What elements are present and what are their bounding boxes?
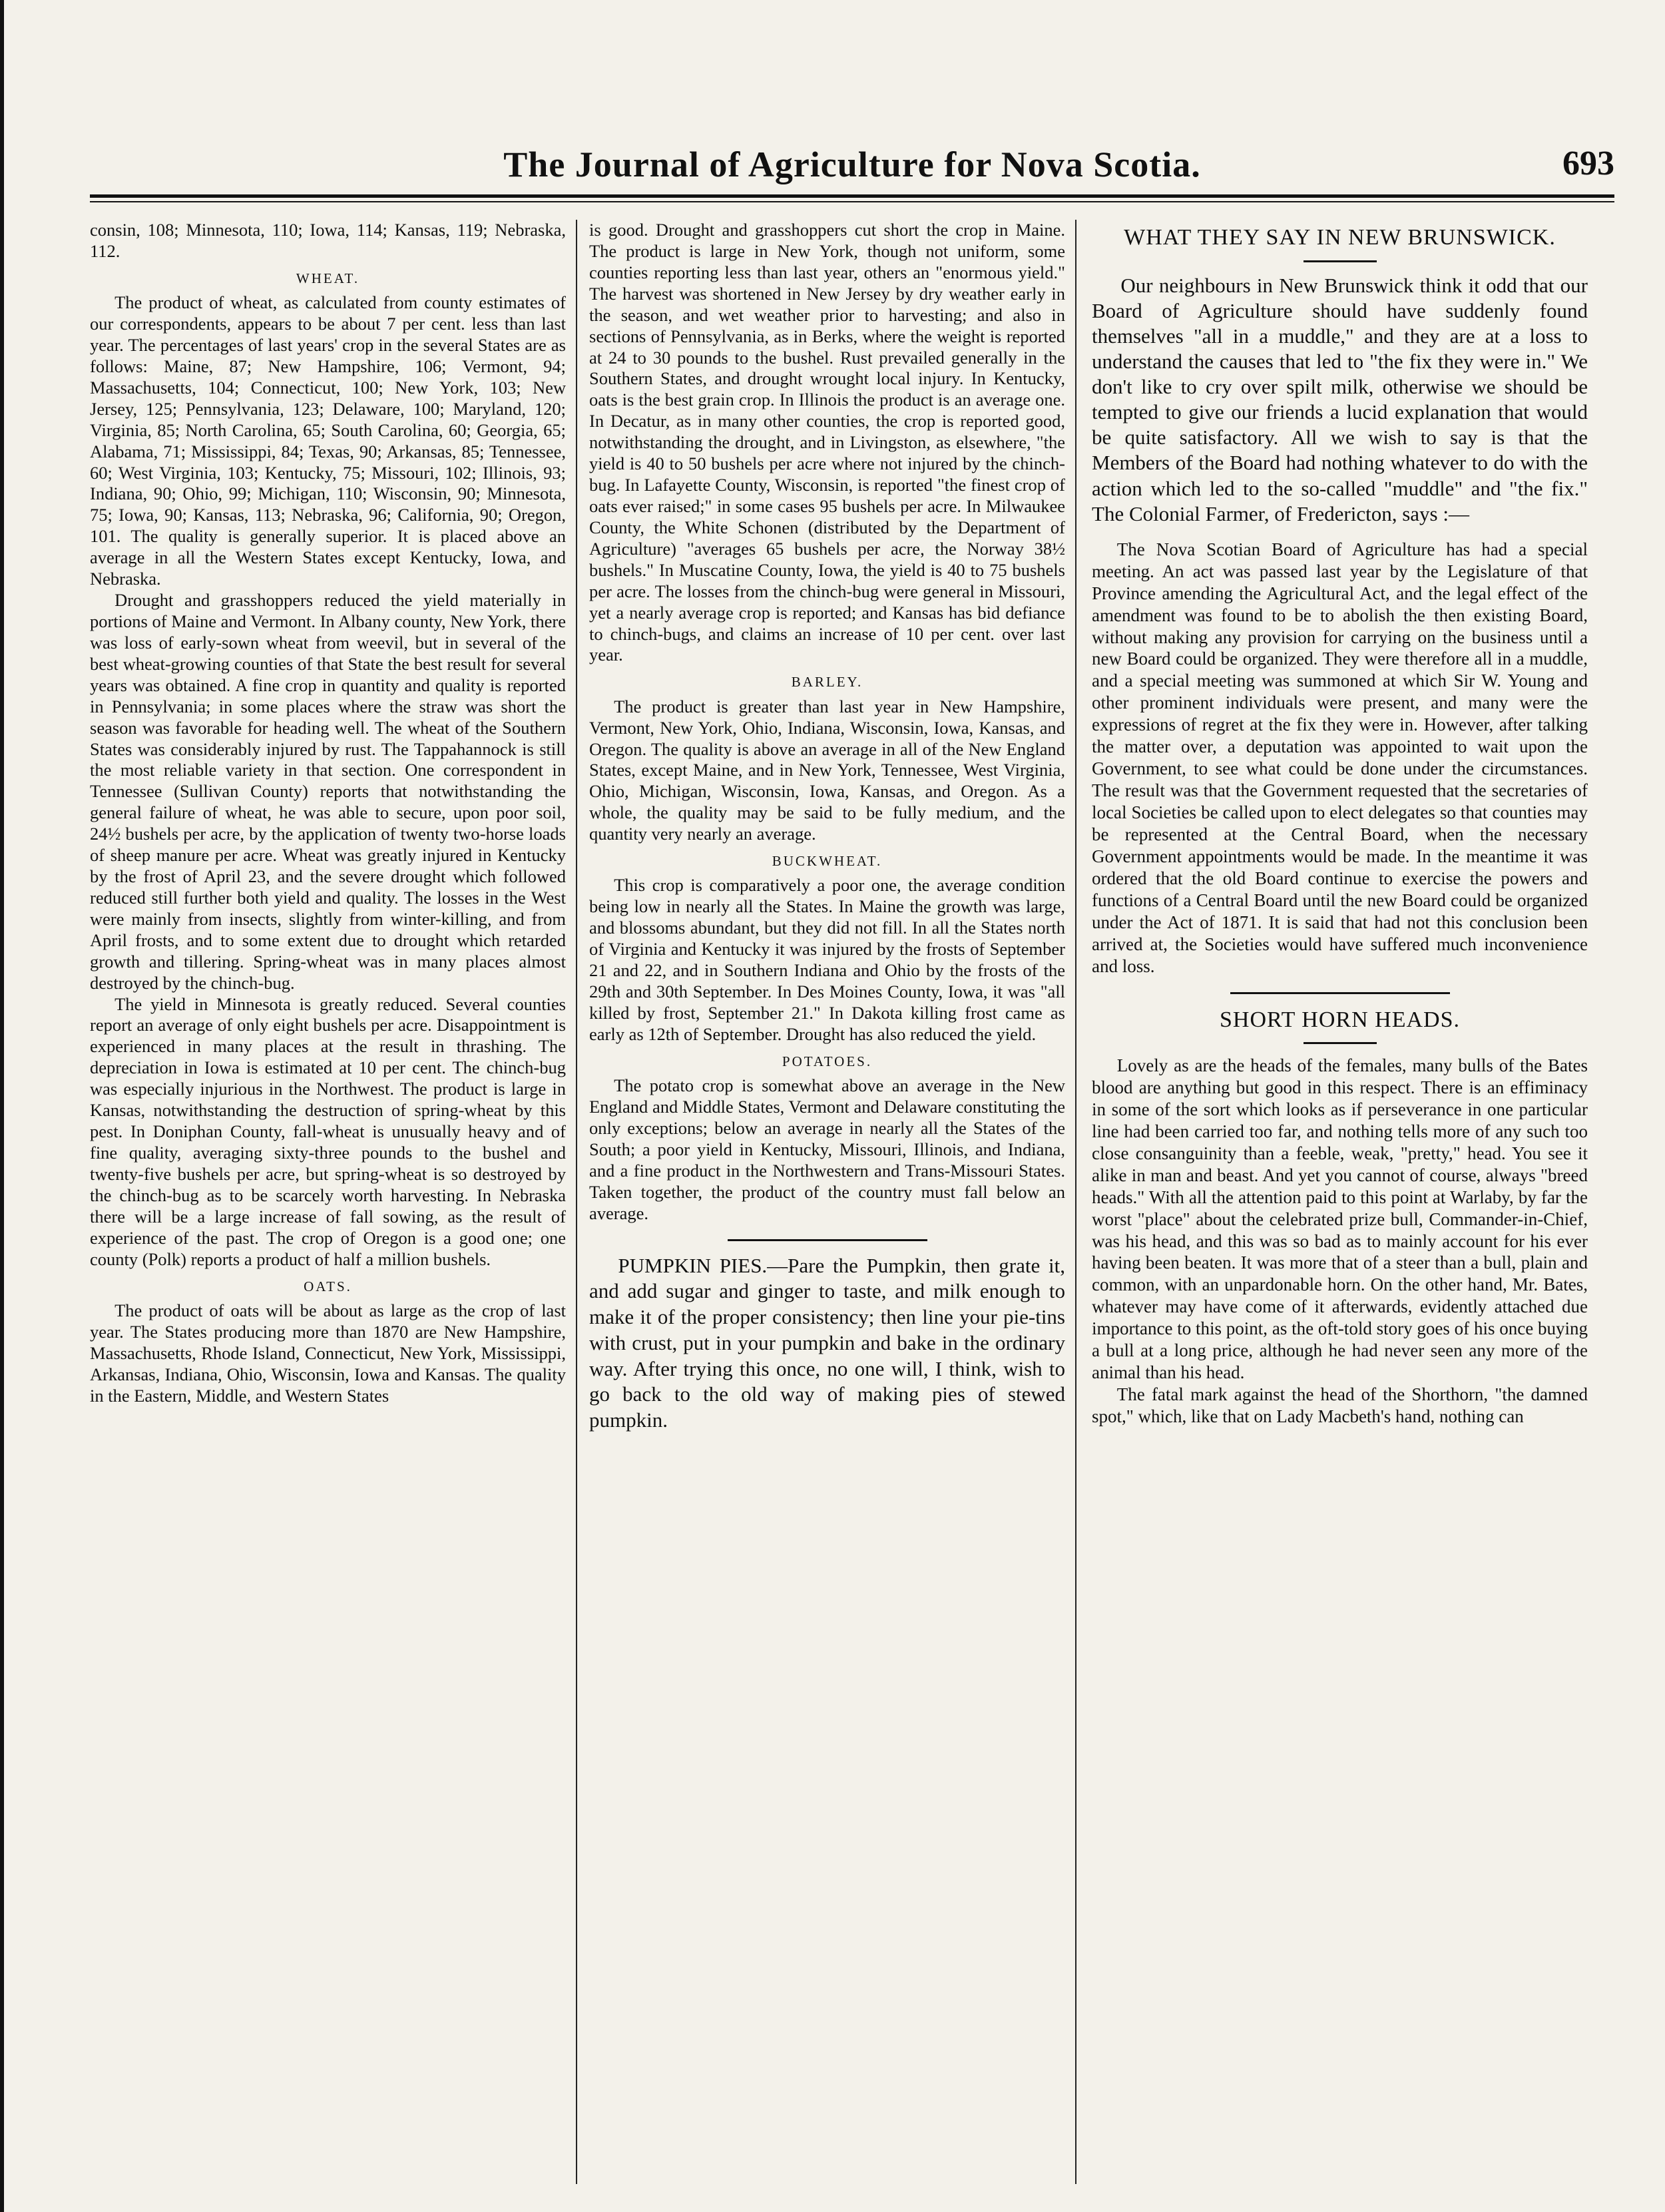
section-heading-wheat: WHEAT. [296,270,360,286]
paragraph: The potato crop is somewhat above an average in the New England and Middle States, Vermont and Delaware constituting the only exceptions; below an average in nearly all the States of the South; a poor yield in Kentucky, Missouri, Illinois, and Indiana, and a fine product in the Northwestern and Trans-Missouri States. Taken together, the product of the country must fall below an average. [589,1075,1065,1223]
quoted-paragraph: The Nova Scotian Board of Agriculture has had a special meeting. An act was passed last year by the Legislature of that Province amending the Agricultural Act, and the legal effect of the amendment was found to be to abolish the then existing Board, without making any provision for carrying on the business until a new Board could be organized. They were therefore all in a muddle, and a special meeting was summoned at which Sir W. Young and other prominent individuals were present, and many were the expressions of regret at the fix they were in. However, after talking the matter over, a deputation was appointed to wait upon the Government, to see what could be done under the circumstances. The result was that the Government requested that the secretaries of local Societies be called upon to elect delegates so that counties may be represented at the Central Board, when the necessary Government appointments would be made. In the meantime it was ordered that the old Board continue to exercise the powers and functions of a Central Board until the new Board could be organized under the Act of 1871. It is said that had not this conclusion been arrived at, the Societies would have suffered much inconvenience and loss. [1092,539,1588,976]
section-heading-barley: BARLEY. [791,674,863,691]
section-heading-oats: OATS. [304,1278,352,1294]
pumpkin-pies-paragraph: PUMPKIN PIES.—Pare the Pumpkin, then grate it, and add sugar and ginger to taste, and milk enough to make it of the proper consistency; then line your pie-tins with crust, put in your pumpkin and bake in the ordinary way. After trying this once, no one will, I think, wish to go back to the old way of making pies of stewed pumpkin. [589,1253,1065,1432]
paragraph: The product of wheat, as calculated from county estimates of our correspondents, appears to be about 7 per cent. less than last year. The percentages of last years' crop in the several States are as follows: Maine, 87; New Hampshire, 106; Vermont, 94; Massachusetts, 104; Connecticut, 100; New York, 103; New Jersey, 125; Pennsylvania, 123; Delaware, 100; Maryland, 120; Virginia, 85; North Carolina, 65; South Carolina, 60; Georgia, 65; Alabama, 71; Mississippi, 84; Texas, 90; Arkansas, 85; Tennessee, 60; West Virginia, 103; Kentucky, 75; Missouri, 102; Illinois, 93; Indiana, 90; Ohio, 99; Michigan, 110; Wisconsin, 90; Minnesota, 75; Iowa, 90; Kansas, 113; Nebraska, 96; California, 90; Oregon, 101. The quality is generally superior. It is placed above an average in all the Western States except Kentucky, Iowa, and Nebraska. [90,292,566,589]
column-3 [1092,220,1588,2191]
article-headline-short-horn-heads: SHORT HORN HEADS. [1220,1007,1460,1032]
headline-rule [1304,1042,1377,1044]
paragraph: The product of oats will be about as large as the crop of last year. The States producing more than 1870 are New Hampshire, Massachusetts, Rhode Island, Connecticut, New York, Mississippi, Arkansas, Indiana, Ohio, Wisconsin, Iowa and Kansas. The quality in the Eastern, Middle, and Western States [90,1300,566,1406]
paragraph: Lovely as are the heads of the females, many bulls of the Bates blood are anything but good in this respect. There is an effiminacy in some of the sort which looks as if perseverance in one particular line had been carried too far, and nothing tells more of any such too close consanguinity than a feeble, weak, "pretty," head. You see it alike in man and beast. And yet you cannot of course, always "breed heads." With all the attention paid to this point at Warlaby, by far the worst "place" about the celebrated prize bull, Commander-in-Chief, was his head, and this was so bad as to mainly account for his ever having been beaten. It was more that of a steer than a bull, plain and common, with an unpardonable horn. On the other hand, Mr. Bates, whatever may have come of it afterwards, evidently attached due importance to this point, as the oft-told story goes of his once buying a bull at a long price, although he had never seen any more of the animal than his head. [1092,1055,1588,1383]
section-separator [1230,992,1450,994]
section-heading-potatoes: POTATOES. [782,1053,873,1069]
paragraph: This crop is comparatively a poor one, the average condition being low in nearly all the States. In Maine the growth was large, and blossoms abundant, but they did not fill. In all the States north of Virginia and Kentucky it was injured by the frosts of September 21 and 22, and in Southern Indiana and Ohio by the frosts of the 29th and 30th September. In Des Moines County, Iowa, it was "all killed by frost, September 21." In Dakota killing frost came as early as 12th of September. Drought has also reduced the yield. [589,875,1065,1044]
column-1 [90,220,566,2191]
page-header [90,119,1614,192]
paragraph: Our neighbours in New Brunswick think it odd that our Board of Agriculture should have suddenly found themselves "all in a muddle," and they are at a loss to understand the causes that led to "the fix they were in." We don't like to cry over spilt milk, otherwise we should be tempted to give our friends a lucid explanation that would be quite satisfactory. All we wish to say is that the Members of the Board had nothing whatever to do with the action which led to the so-called "muddle" and "the fix." The Colonial Farmer, of Fredericton, says :— [1092,273,1588,525]
paragraph: is good. Drought and grasshoppers cut short the crop in Maine. The product is large in New York, though not uniform, some counties reporting less than last year, others an "enormous yield." The harvest was shortened in New Jersey by dry weather early in the season, and wet weather prior to harvesting; and also in sections of Pennsylvania, as in Berks, where the weight is reported at 24 to 30 pounds to the bushel. Rust prevailed generally in the Southern States, and drought wrought local injury. In Kentucky, oats is the best grain crop. In Illinois the product is an average one. In Decatur, as in many other counties, the crop is reported good, notwithstanding the drought, and in Livingston, as elsewhere, "the yield is 40 to 50 bushels per acre where not injured by the chinch-bug. In Lafayette County, Wisconsin, is reported "the finest crop of oats ever raised;" in some cases 95 bushels per acre. In Milwaukee County, the White Schonen (distributed by the Department of Agriculture) "averages 65 bushels per acre, the Norway 38½ bushels." In Muscatine County, Iowa, the yield is 40 to 75 bushels per acre. The losses from the chinch-bug were general in Missouri, yet a nearly average crop is reported; and Kansas has bid defiance to chinch-bugs, and claims an increase of 10 per cent. over last year. [589,220,1065,665]
paragraph: The product is greater than last year in New Hampshire, Vermont, New York, Ohio, Indiana, Wisconsin, Iowa, Kansas, and Oregon. The quality is above an average in all of the New England States, except Maine, and in New York, Tennessee, West Virginia, Ohio, Michigan, Wisconsin, Iowa, Kansas, and Oregon. As a whole, the quality may be said to be fully medium, and the quantity very nearly an average. [589,696,1065,844]
page-edge-rule [0,0,4,2212]
article-headline-new-brunswick: WHAT THEY SAY IN NEW BRUNSWICK. [1124,225,1556,250]
paragraph: The fatal mark against the head of the Shorthorn, "the damned spot," which, like that on Lady Macbeth's hand, nothing can [1092,1384,1588,1426]
headline-rule [1304,260,1377,262]
section-separator [728,1239,927,1241]
page-number: 693 [1562,144,1614,182]
column-rule [1075,220,1076,2184]
section-heading-buckwheat: BUCKWHEAT. [772,853,883,870]
running-title: The Journal of Agriculture for Nova Scotia. [503,144,1201,184]
paragraph: consin, 108; Minnesota, 110; Iowa, 114; Kansas, 119; Nebraska, 112. [90,220,566,261]
column-rule [576,220,577,2184]
paragraph: Drought and grasshoppers reduced the yield materially in portions of Maine and Vermont. In Albany county, New York, there was loss of early-sown wheat from weevil, but in several of the best wheat-growing counties of that State the best result for several years was obtained. A fine crop in quantity and quality is reported in Pennsylvania; in some places where the straw was short the season was favorable for heading well. The wheat of the Southern States was considerably injured by rust. The Tappahannock is still the most reliable variety in that section. One correspondent in Tennessee (Sullivan County) reports that notwithstanding the general failure of wheat, he was able to secure, upon poor soil, 24½ bushels per acre, by the application of twenty two-horse loads of sheep manure per acre. Wheat was greatly injured in Kentucky by the frost of April 23, and the severe drought which followed reduced still further both yield and quality. The losses in the West were mainly from insects, slightly from winter-killing, and from April frosts, and to some extent due to drought which retarded growth and tillering. Spring-wheat was in many places almost destroyed by the chinch-bug. [90,590,566,993]
paragraph: The yield in Minnesota is greatly reduced. Several counties report an average of only eight bushels per acre. Disappointment is experienced in many places at the result in thrashing. The depreciation in Iowa is estimated at 10 per cent. The chinch-bug was especially injurious in the Northwest. The product is large in Kansas, notwithstanding the destruction of spring-wheat by this pest. In Doniphan County, fall-wheat is unusually heavy and of fine quality, averaging sixty-three pounds to the bushel and twenty-five bushels per acre, but spring-wheat is so destroyed by the chinch-bug as to be scarcely worth harvesting. In Nebraska there will be a large increase of fall sowing, as the result of experience of the past. The crop of Oregon is a good one; one county (Polk) reports a product of half a million bushels. [90,993,566,1269]
header-rule [90,194,1614,198]
column-2 [589,220,1065,2191]
header-rule-thin [90,201,1614,202]
